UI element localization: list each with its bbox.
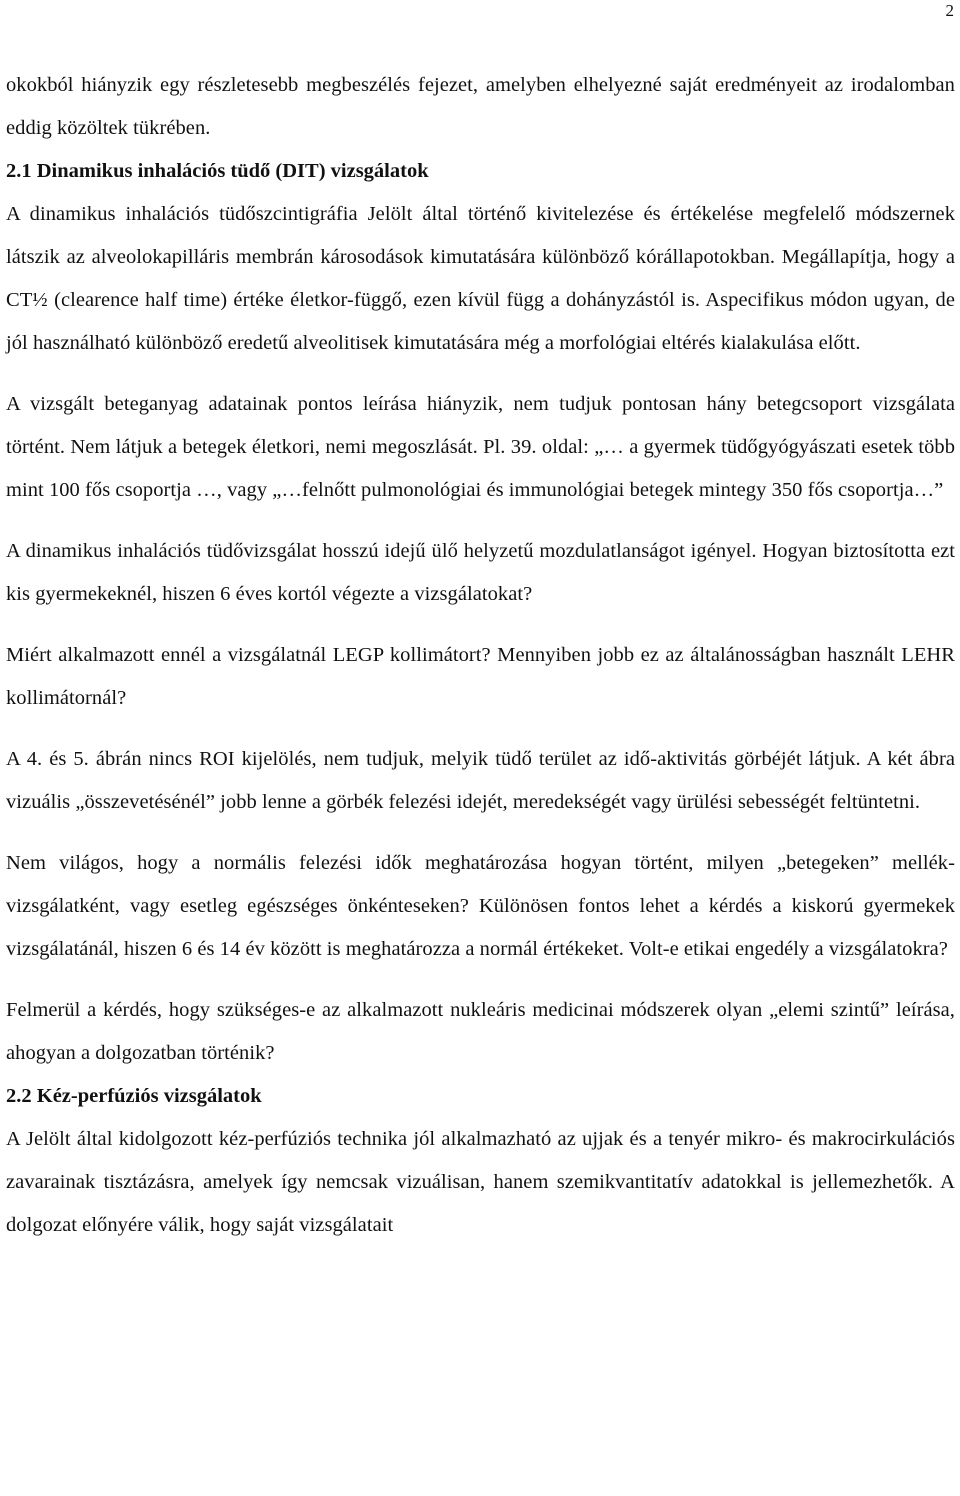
section-heading-2-1: 2.1 Dinamikus inhalációs tüdő (DIT) vizsgálatok: [6, 160, 429, 182]
paragraph-elementary-description: Felmerül a kérdés, hogy szükséges-e az alkalmazott nukleáris medicinai módszerek olyan „elemi szintű” leírása, ahogyan a dolgozatban történik?: [6, 999, 955, 1064]
paragraph-dit-method: A dinamikus inhalációs tüdőszcintigráfia Jelölt által történő kivitelezése és értékelése megfelelő módszernek látszik az alveolokapilláris membrán károsodások kimutatására különböző kórállapotokban. Megállapítja, hogy a CT½ (clearence half time) értéke életkor-függő, ezen kívül függ a dohányzástól is. Aspecifikus módon ugyan, de jól használható különböző eredetű alveolitisek kimutatására még a morfológiai eltérés kialakulása előtt.: [6, 203, 955, 354]
paragraph-normal-halftimes: Nem világos, hogy a normális felezési idők meghatározása hogyan történt, milyen „betegeken” mellék-vizsgálatként, vagy esetleg egészséges önkénteseken? Különösen fontos lehet a kérdés a kiskorú gyermekek vizsgálatánál, hiszen 6 és 14 év között is meghatározza a normál értékeket. Volt-e etikai engedély a vizsgálatokra?: [6, 852, 955, 960]
paragraph-hand-perfusion: A Jelölt által kidolgozott kéz-perfúziós technika jól alkalmazható az ujjak és a tenyér mikro- és makrocirkulációs zavarainak tisztázásra, amelyek így nemcsak vizuálisan, hanem szemikvantitatív adatokkal is jellemezhetők. A dolgozat előnyére válik, hogy saját vizsgálatait: [6, 1128, 955, 1236]
section-heading-2-2: 2.2 Kéz-perfúziós vizsgálatok: [6, 1085, 262, 1107]
paragraph-roi-figures: A 4. és 5. ábrán nincs ROI kijelölés, nem tudjuk, melyik tüdő terület az idő-aktivitás görbéjét látjuk. A két ábra vizuális „összevetésénél” jobb lenne a görbék felezési idejét, meredekségét vagy ürülési sebességét feltüntetni.: [6, 748, 955, 813]
paragraph-collimator: Miért alkalmazott ennél a vizsgálatnál LEGP kollimátort? Mennyiben jobb ez az általánosságban használt LEHR kollimátornál?: [6, 644, 955, 709]
paragraph-patient-data: A vizsgált beteganyag adatainak pontos leírása hiányzik, nem tudjuk pontosan hány betegcsoport vizsgálata történt. Nem látjuk a betegek életkori, nemi megoszlását. Pl. 39. oldal: „… a gyermek tüdőgyógyászati esetek több mint 100 fős csoportja …, vagy „…felnőtt pulmonológiai és immunológiai betegek mintegy 350 fős csoportja…”: [6, 393, 955, 501]
paragraph-children-immobility: A dinamikus inhalációs tüdővizsgálat hosszú idejű ülő helyzetű mozdulatlanságot igényel. Hogyan biztosította ezt kis gyermekeknél, hiszen 6 éves kortól végezte a vizsgálatokat?: [6, 540, 955, 605]
document-body: [6, 64, 955, 1247]
page-number: 2: [945, 1, 954, 20]
intro-paragraph: okokból hiányzik egy részletesebb megbeszélés fejezet, amelyben elhelyezné saját eredményeit az irodalomban eddig közöltek tükrében.: [6, 74, 955, 139]
